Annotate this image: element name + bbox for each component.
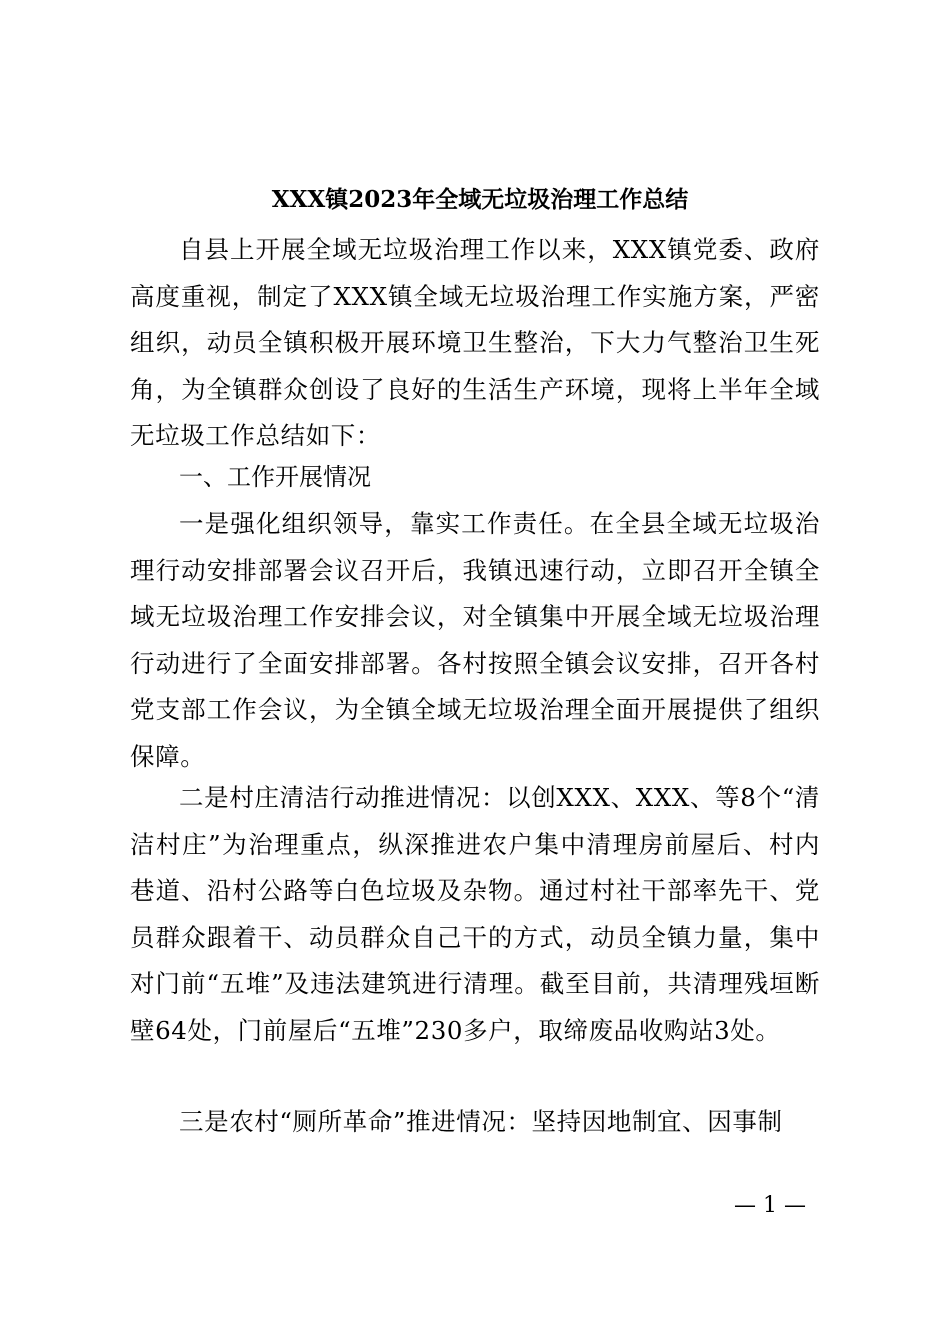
paragraph-toilet-revolution: 三是农村“厕所革命”推进情况：坚持因地制宜、因事制 [179, 1107, 783, 1136]
paragraph-village-cleaning: 二是村庄清洁行动推进情况：以创XXX、XXX、等8个“清洁村庄”为治理重点，纵深推进农户集中清理房前屋后、村内巷道、沿村公路等白色垃圾及杂物。通过村社干部率先干、党员群众跟着干、动员群众自己干的方式，动员全镇力量，集中对门前“五堆”及违法建筑进行清理。截至目前，共清理残垣断壁64处，门前屋后“五堆”230多户，取缔废品收购站3处。 [130, 783, 820, 1045]
document-title: XXX镇2023年全域无垃圾治理工作总结 [271, 186, 689, 213]
intro-paragraph: 自县上开展全域无垃圾治理工作以来，XXX镇党委、政府高度重视，制定了XXX镇全域无垃圾治理工作实施方案，严密组织，动员全镇积极开展环境卫生整治，下大力气整治卫生死角，为全镇群众创设了良好的生活生产环境，现将上半年全域无垃圾工作总结如下： [130, 235, 820, 450]
page-number: — 1 — [734, 1193, 806, 1218]
paragraph-organization: 一是强化组织领导，靠实工作责任。在全县全域无垃圾治理行动安排部署会议召开后，我镇迅速行动，立即召开全镇全域无垃圾治理工作安排会议，对全镇集中开展全域无垃圾治理行动进行了全面安排部署。各村按照全镇会议安排，召开各村党支部工作会议，为全镇全域无垃圾治理全面开展提供了组织保障。 [130, 509, 820, 771]
section-heading: 一、工作开展情况 [179, 463, 371, 491]
